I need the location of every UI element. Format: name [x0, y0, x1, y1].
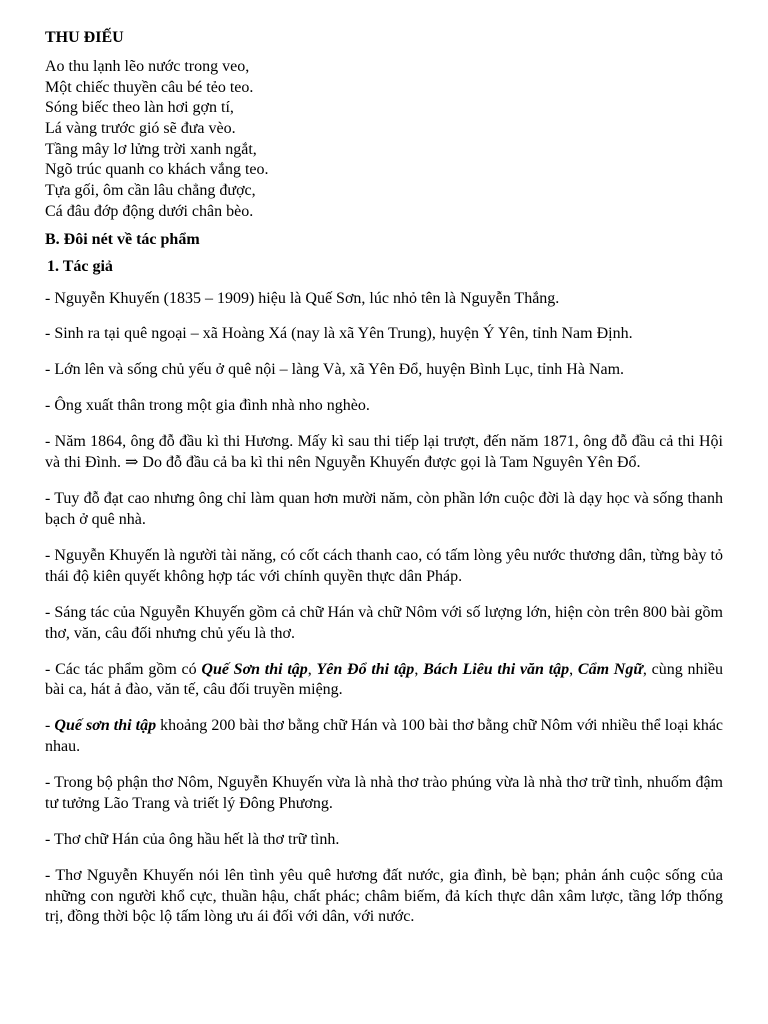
work-title: Bách Liêu thi văn tập: [423, 660, 570, 678]
text-span: ,: [569, 660, 578, 678]
paragraph: - Trong bộ phận thơ Nôm, Nguyễn Khuyến vừa là nhà thơ trào phúng vừa là nhà thơ trữ tình, nhuốm đậm tư tưởng Lão Trang và triết lý Đông Phương.: [45, 774, 723, 812]
text-span: khoảng 200 bài thơ bằng chữ Hán và 100 bài thơ bằng chữ Nôm với nhiều thể loại khác nhau.: [45, 717, 724, 756]
poem-line: Một chiếc thuyền câu bé tẻo teo.: [45, 78, 254, 96]
paragraph: - Nguyễn Khuyến (1835 – 1909) hiệu là Quế Sơn, lúc nhỏ tên là Nguyễn Thắng.: [45, 289, 560, 307]
text-span: , cùng nhiều bài ca, hát ả đào, văn tế, câu đối truyền miệng.: [45, 660, 724, 699]
paragraph-works: [45, 660, 723, 702]
paragraph: - Thơ chữ Hán của ông hầu hết là thơ trữ tình.: [45, 830, 340, 848]
subsection-heading: 1. Tác giả: [47, 257, 113, 275]
paragraph: - Lớn lên và sống chủ yếu ở quê nội – làng Và, xã Yên Đổ, huyện Bình Lục, tỉnh Hà Nam.: [45, 361, 625, 379]
poem-line: Ao thu lạnh lẽo nước trong veo,: [45, 58, 250, 75]
poem-line: Tầng mây lơ lửng trời xanh ngắt,: [45, 140, 257, 158]
poem: [45, 57, 723, 223]
poem-line: Sóng biếc theo làn hơi gợn tí,: [45, 99, 234, 117]
paragraph: - Tuy đỗ đạt cao nhưng ông chỉ làm quan hơn mười năm, còn phần lớn cuộc đời là dạy học và sống thanh bạch ở quê nhà.: [45, 490, 723, 529]
paragraph: - Nguyễn Khuyến là người tài năng, có cốt cách thanh cao, có tấm lòng yêu nước thương dân, từng bày tỏ thái độ kiên quyết không hợp tác với chính quyền thực dân Pháp.: [45, 547, 723, 585]
work-title: Quế sơn thi tập: [54, 717, 157, 735]
text-span: -: [45, 717, 55, 735]
poem-line: Lá vàng trước gió sẽ đưa vèo.: [45, 120, 236, 138]
text-span: ,: [414, 660, 424, 678]
poem-line: Cá đâu đớp động dưới chân bèo.: [45, 202, 254, 220]
paragraph: - Ông xuất thân trong một gia đình nhà nho nghèo.: [45, 397, 370, 415]
work-title: Yên Đổ thi tập: [316, 660, 415, 678]
paragraph: - Sáng tác của Nguyễn Khuyến gồm cả chữ Hán và chữ Nôm với số lượng lớn, hiện còn trên 800 bài gồm thơ, văn, câu đối nhưng chủ yếu là thơ.: [45, 603, 723, 642]
paragraph-que-son: [45, 716, 723, 758]
paragraph: - Thơ Nguyễn Khuyến nói lên tình yêu quê hương đất nước, gia đình, bè bạn; phản ánh cuộc sống của những con người khổ cực, thuần hậu, chất phác; châm biếm, đả kích thực dân xâm lược, tầng lớp thống trị, đồng thời bộc lộ tấm lòng ưu ái đối với dân, với nước.: [45, 866, 723, 926]
text-span: ,: [307, 660, 317, 678]
paragraph: - Năm 1864, ông đỗ đầu kì thi Hương. Mấy kì sau thi tiếp lại trượt, đến năm 1871, ông đỗ đầu cả thi Hội và thi Đình. ⇒ Do đỗ đầu cả ba kì thi nên Nguyễn Khuyến được gọi là Tam Nguyên Yên Đổ.: [45, 433, 723, 472]
poem-title: THU ĐIẾU: [45, 29, 124, 46]
paragraph: - Sinh ra tại quê ngoại – xã Hoàng Xá (nay là xã Yên Trung), huyện Ý Yên, tỉnh Nam Định.: [45, 325, 633, 343]
poem-line: Tựa gối, ôm cần lâu chẳng được,: [45, 182, 256, 200]
work-title: Quế Sơn thi tập: [201, 660, 308, 678]
section-heading: B. Đôi nét về tác phẩm: [45, 230, 200, 248]
poem-line: Ngõ trúc quanh co khách vắng teo.: [45, 161, 269, 179]
text-span: - Các tác phẩm gồm có: [45, 660, 202, 678]
work-title: Cẩm Ngữ: [577, 660, 643, 678]
